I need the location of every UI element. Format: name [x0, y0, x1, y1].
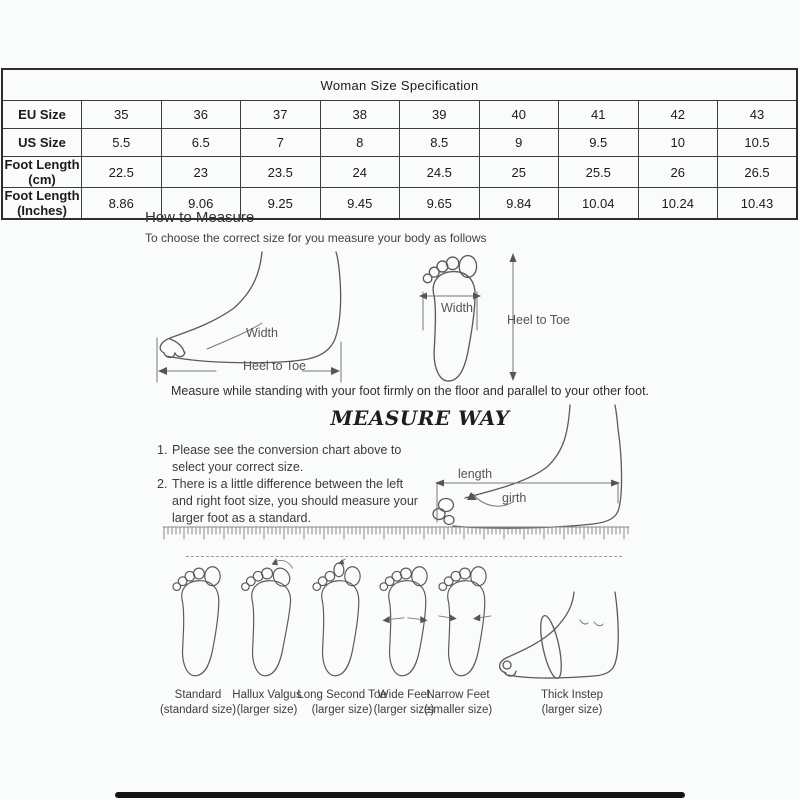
foot-type-size-note: (larger size): [541, 704, 603, 716]
foot-length-cm-cell: 24.5: [400, 157, 480, 188]
heel-to-toe-label-side: Heel to Toe: [243, 359, 307, 373]
us-size-cell: 6.5: [161, 129, 241, 157]
foot-type-size-note: (larger size): [236, 704, 298, 716]
girth-label: girth: [502, 491, 527, 505]
row-label-foot-length-cm: Foot Length (cm): [2, 157, 82, 188]
measure-way-title: MEASURE WAY: [330, 406, 510, 430]
eu-size-cell: 36: [161, 101, 241, 129]
foot-type-name: Standard: [174, 689, 222, 701]
eu-size-cell: 41: [559, 101, 639, 129]
foot-length-in-cell: 10.24: [638, 188, 718, 220]
foot-type-size-note: (larger size): [311, 704, 373, 716]
table-row-eu: [2, 101, 797, 129]
how-to-measure-heading: How to Measure: [145, 209, 255, 226]
eu-size-cell: 43: [718, 101, 798, 129]
step-number: 2.: [157, 477, 168, 491]
us-size-cell: 8: [320, 129, 400, 157]
foot-length-cm-cell: 25.5: [559, 157, 639, 188]
us-size-cell: 7: [241, 129, 321, 157]
foot-type-thick-instep-illustration: [494, 592, 632, 684]
foot-type-label-narrow-feet: [406, 688, 510, 718]
foot-length-cm-cell: 22.5: [82, 157, 162, 188]
size-table: [1, 68, 798, 220]
ruler-illustration: [163, 524, 629, 544]
eu-size-cell: 42: [638, 101, 718, 129]
measure-way-step: [157, 476, 419, 527]
foot-type-name: Narrow Feet: [426, 689, 490, 701]
foot-type-name: Wide Feet: [377, 689, 431, 701]
foot-type-long-second-toe-illustration: [310, 557, 366, 684]
foot-type-size-note: (standard size): [159, 704, 237, 716]
foot-length-cm-cell: 26.5: [718, 157, 798, 188]
foot-length-in-cell: 9.84: [479, 188, 559, 220]
measure-way-steps: [157, 442, 419, 527]
foot-type-name: Long Second Toe: [297, 689, 387, 701]
foot-length-cm-cell: 25: [479, 157, 559, 188]
foot-type-name: Hallux Valgus: [232, 689, 302, 701]
foot-length-in-cell: 9.45: [320, 188, 400, 220]
table-row-us: [2, 129, 797, 157]
step-number: 1.: [157, 443, 168, 457]
row-label-foot-length-inches: Foot Length (Inches): [2, 188, 82, 220]
heel-to-toe-label-footprint: Heel to Toe: [507, 313, 571, 327]
foot-type-name: Thick Instep: [541, 689, 603, 701]
us-size-cell: 5.5: [82, 129, 162, 157]
foot-type-size-note: (smaller size): [423, 704, 493, 716]
eu-size-cell: 37: [241, 101, 321, 129]
step-text: There is a little difference between the left and right foot size, you should measure your larger foot as a standard.: [172, 477, 418, 525]
measure-note: Measure while standing with your foot firmly on the floor and parallel to your other foot.: [170, 384, 650, 398]
foot-length-in-cell: 9.06: [161, 188, 241, 220]
length-girth-foot-diagram: [425, 405, 635, 534]
us-size-cell: 9.5: [559, 129, 639, 157]
foot-type-size-note: (larger size): [373, 704, 435, 716]
foot-length-cm-cell: 23.5: [241, 157, 321, 188]
table-row-cm: [2, 157, 797, 188]
row-label-us-size: US Size: [2, 129, 82, 157]
eu-size-cell: 39: [400, 101, 480, 129]
foot-length-in-cell: 9.25: [241, 188, 321, 220]
width-label-side: Width: [246, 326, 278, 340]
us-size-cell: 10.5: [718, 129, 798, 157]
foot-type-hallux-valgus-illustration: [240, 557, 296, 684]
foot-length-in-cell: 9.65: [400, 188, 480, 220]
eu-size-cell: 40: [479, 101, 559, 129]
measure-way-step: [157, 442, 419, 476]
foot-length-cm-cell: 24: [320, 157, 400, 188]
row-label-eu-size: EU Size: [2, 101, 82, 129]
eu-size-cell: 35: [82, 101, 162, 129]
us-size-cell: 9: [479, 129, 559, 157]
length-label: length: [458, 467, 493, 481]
size-table-title: Woman Size Specification: [2, 69, 797, 101]
bottom-divider-bar: [115, 792, 685, 798]
us-size-cell: 10: [638, 129, 718, 157]
how-to-measure-intro: To choose the correct size for you measure your body as follows: [145, 231, 487, 245]
foot-type-wide-feet-illustration: [377, 557, 433, 684]
foot-type-label-thick-instep: [520, 688, 624, 718]
step-text: Please see the conversion chart above to select your correct size.: [172, 443, 402, 474]
foot-length-in-cell: 8.86: [82, 188, 162, 220]
width-label-footprint: Width: [441, 301, 473, 315]
foot-length-cm-cell: 23: [161, 157, 241, 188]
foot-length-in-cell: 10.43: [718, 188, 798, 220]
table-row-inches: [2, 188, 797, 220]
foot-type-narrow-feet-illustration: [436, 557, 492, 684]
eu-size-cell: 38: [320, 101, 400, 129]
foot-length-in-cell: 10.04: [559, 188, 639, 220]
foot-type-standard-illustration: [170, 557, 226, 684]
us-size-cell: 8.5: [400, 129, 480, 157]
foot-length-cm-cell: 26: [638, 157, 718, 188]
table-title-row: [2, 69, 797, 101]
